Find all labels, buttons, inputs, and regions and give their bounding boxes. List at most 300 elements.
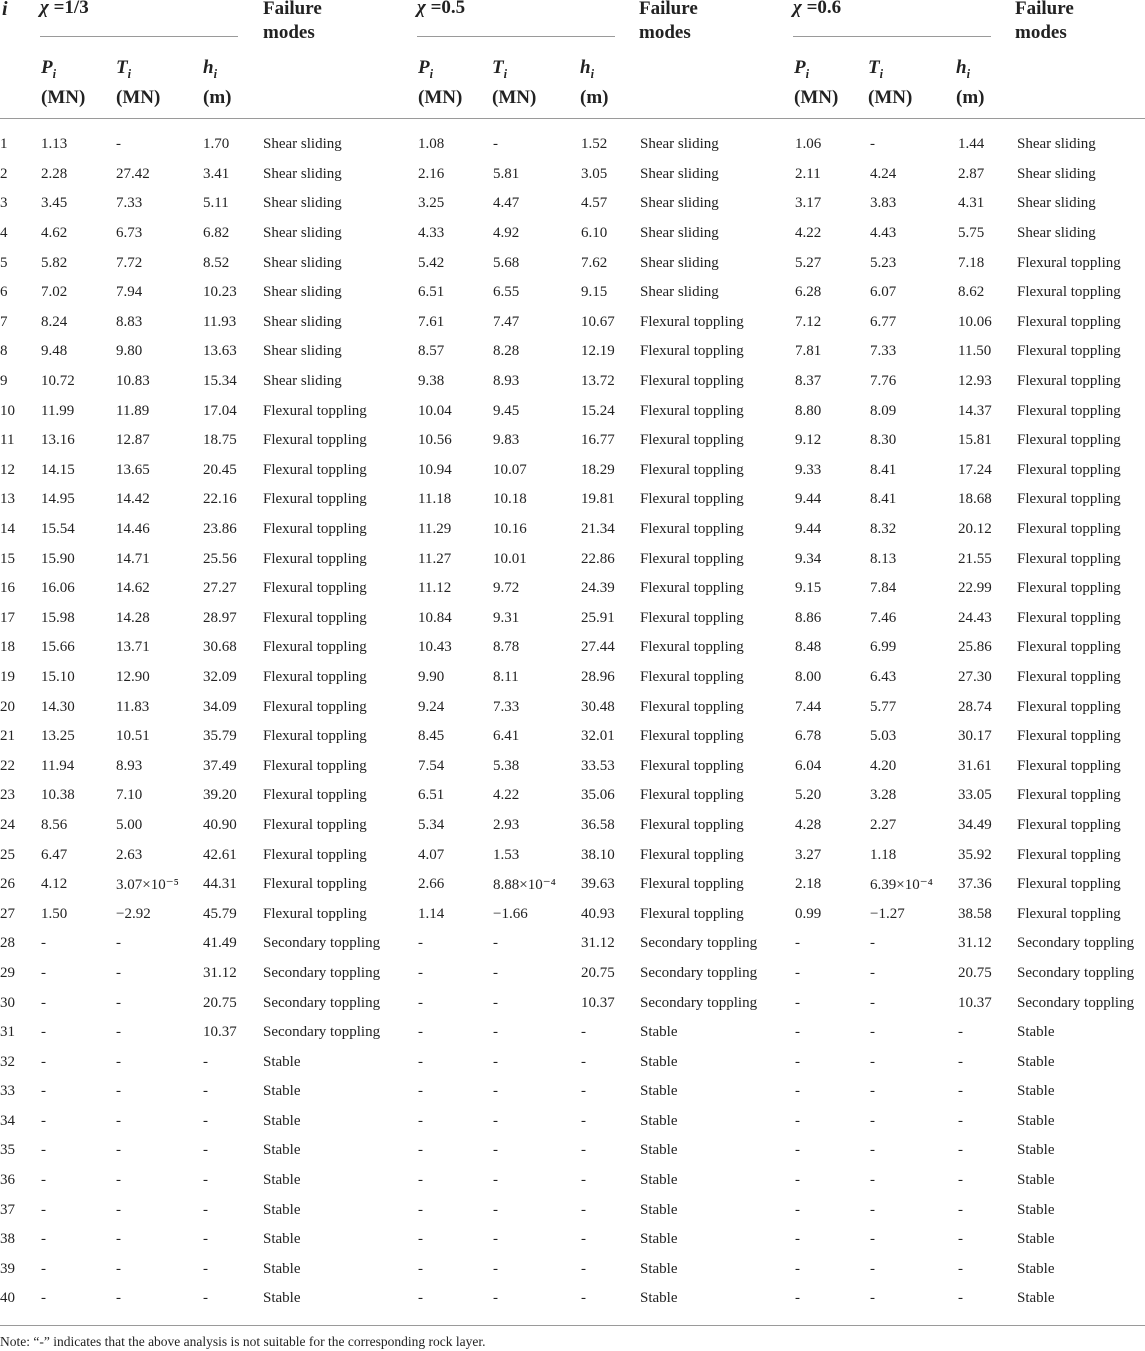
table-cell: 10.51	[116, 728, 150, 745]
table-row	[0, 1166, 1145, 1196]
table-cell: Flexural toppling	[1017, 343, 1121, 360]
table-cell: Secondary toppling	[263, 964, 381, 981]
table-cell: -	[116, 1290, 121, 1307]
table-cell: -	[493, 1260, 498, 1277]
table-row	[0, 426, 1145, 456]
table-cell: 39.20	[203, 787, 237, 804]
table-cell: Secondary toppling	[640, 994, 758, 1011]
table-cell: 4.57	[581, 195, 608, 212]
table-cell: Flexural toppling	[640, 373, 744, 390]
table-cell: 31.61	[958, 757, 992, 774]
table-cell: 25.86	[958, 639, 992, 656]
table-cell: -	[203, 1260, 208, 1277]
table-cell: -	[493, 1201, 498, 1218]
table-cell: Shear sliding	[1017, 225, 1096, 242]
table-cell: Stable	[263, 1231, 301, 1248]
table-cell: 11.83	[116, 698, 150, 715]
table-cell: Stable	[263, 1201, 301, 1218]
table-cell: 7.54	[418, 757, 445, 774]
table-cell: Shear sliding	[263, 343, 342, 360]
table-cell: Stable	[640, 1053, 678, 1070]
table-cell: 7.18	[958, 254, 985, 271]
table-cell: 5.82	[41, 254, 68, 271]
table-cell: Flexural toppling	[1017, 816, 1121, 833]
table-cell: Secondary toppling	[640, 964, 758, 981]
row-index-cell: 13	[0, 491, 15, 508]
table-cell: 34.49	[958, 816, 992, 833]
row-index-cell: 4	[0, 225, 8, 242]
table-cell: Flexural toppling	[263, 402, 367, 419]
table-cell: -	[203, 1083, 208, 1100]
table-cell: Shear sliding	[263, 313, 342, 330]
table-cell: -	[418, 964, 423, 981]
table-cell: -	[493, 994, 498, 1011]
table-cell: Shear sliding	[263, 284, 342, 301]
row-index-cell: 17	[0, 609, 15, 626]
table-cell: 7.61	[418, 313, 445, 330]
table-row	[0, 189, 1145, 219]
table-cell: Stable	[263, 1142, 301, 1159]
table-cell: 8.62	[958, 284, 985, 301]
table-cell: 15.24	[581, 402, 615, 419]
row-index-cell: 25	[0, 846, 15, 863]
table-cell: -	[958, 1053, 963, 1070]
table-cell: 3.25	[418, 195, 445, 212]
table-cell: 4.20	[870, 757, 897, 774]
table-cell: 14.42	[116, 491, 150, 508]
results-table	[0, 130, 1145, 1314]
table-cell: 5.42	[418, 254, 445, 271]
table-cell: 8.80	[795, 402, 822, 419]
table-cell: -	[418, 994, 423, 1011]
table-cell: 12.93	[958, 373, 992, 390]
table-cell: 2.18	[795, 876, 822, 893]
table-cell: 8.88×10⁻⁴	[493, 877, 556, 894]
table-cell: -	[581, 1260, 586, 1277]
table-row	[0, 278, 1145, 308]
header-rule	[0, 118, 1145, 119]
table-cell: 35.06	[581, 787, 615, 804]
table-cell: 6.82	[203, 225, 230, 242]
table-cell: 5.75	[958, 225, 985, 242]
table-cell: -	[418, 1231, 423, 1248]
table-cell: 10.94	[418, 461, 452, 478]
col-header-h: $h_i$ (m)	[956, 57, 985, 108]
table-row	[0, 337, 1145, 367]
table-cell: 6.99	[870, 639, 897, 656]
table-cell: Stable	[640, 1260, 678, 1277]
table-cell: 9.48	[41, 343, 68, 360]
table-cell: Flexural toppling	[640, 461, 744, 478]
table-row	[0, 959, 1145, 989]
table-cell: 9.33	[795, 461, 822, 478]
table-cell: Stable	[640, 1172, 678, 1189]
table-row	[0, 1284, 1145, 1314]
table-cell: Shear sliding	[640, 136, 719, 153]
table-cell: 25.91	[581, 609, 615, 626]
table-cell: Shear sliding	[1017, 165, 1096, 182]
table-cell: 1.08	[418, 136, 445, 153]
table-cell: 10.43	[418, 639, 452, 656]
table-cell: -	[870, 1201, 875, 1218]
table-cell: -	[870, 935, 875, 952]
table-cell: -	[493, 935, 498, 952]
table-cell: 8.56	[41, 816, 68, 833]
row-index-cell: 38	[0, 1231, 15, 1248]
table-cell: Flexural toppling	[640, 491, 744, 508]
table-cell: 1.06	[795, 136, 822, 153]
table-cell: 28.97	[203, 609, 237, 626]
table-cell: Shear sliding	[263, 136, 342, 153]
table-cell: Flexural toppling	[640, 757, 744, 774]
table-cell: Flexural toppling	[1017, 491, 1121, 508]
table-cell: 4.22	[795, 225, 822, 242]
table-cell: 27.27	[203, 580, 237, 597]
table-cell: 3.27	[795, 846, 822, 863]
table-cell: Shear sliding	[640, 284, 719, 301]
table-cell: 4.22	[493, 787, 520, 804]
table-cell: 8.52	[203, 254, 230, 271]
table-cell: -	[493, 136, 498, 153]
table-cell: 9.15	[795, 580, 822, 597]
table-cell: Flexural toppling	[1017, 905, 1121, 922]
table-row	[0, 929, 1145, 959]
table-cell: Stable	[1017, 1290, 1055, 1307]
table-cell: 13.65	[116, 461, 150, 478]
table-cell: -	[41, 994, 46, 1011]
table-cell: -	[493, 1290, 498, 1307]
table-cell: -	[795, 1172, 800, 1189]
table-cell: 6.07	[870, 284, 897, 301]
table-cell: 8.41	[870, 461, 897, 478]
table-cell: 5.81	[493, 165, 520, 182]
row-index-cell: 5	[0, 254, 8, 271]
table-cell: Stable	[1017, 1201, 1055, 1218]
table-cell: Shear sliding	[263, 225, 342, 242]
table-row	[0, 456, 1145, 486]
table-cell: 7.12	[795, 313, 822, 330]
table-cell: -	[493, 1231, 498, 1248]
table-cell: Flexural toppling	[640, 816, 744, 833]
table-cell: Flexural toppling	[1017, 787, 1121, 804]
table-cell: 16.77	[581, 432, 615, 449]
table-cell: -	[203, 1172, 208, 1189]
table-cell: 2.66	[418, 876, 445, 893]
table-cell: 7.46	[870, 609, 897, 626]
table-row	[0, 1107, 1145, 1137]
table-cell: Flexural toppling	[263, 846, 367, 863]
row-index-cell: 31	[0, 1024, 15, 1041]
table-cell: 40.93	[581, 905, 615, 922]
table-cell: 9.12	[795, 432, 822, 449]
table-cell: 7.62	[581, 254, 608, 271]
failure-modes-header: Failure modes	[1015, 0, 1074, 43]
table-cell: 27.30	[958, 668, 992, 685]
table-cell: Shear sliding	[640, 195, 719, 212]
col-header-p: $P_i$ (MN)	[418, 57, 463, 108]
table-cell: 12.90	[116, 668, 150, 685]
table-cell: -	[41, 1112, 46, 1129]
table-cell: -	[958, 1201, 963, 1218]
table-cell: -	[581, 1172, 586, 1189]
row-index-cell: 20	[0, 698, 15, 715]
table-cell: 3.45	[41, 195, 68, 212]
table-cell: 37.49	[203, 757, 237, 774]
table-cell: 15.54	[41, 521, 75, 538]
table-row	[0, 544, 1145, 574]
table-cell: 7.76	[870, 373, 897, 390]
table-cell: Secondary toppling	[640, 935, 758, 952]
row-index-cell: 15	[0, 550, 15, 567]
table-cell: -	[581, 1231, 586, 1248]
table-cell: 24.43	[958, 609, 992, 626]
table-cell: -	[41, 1260, 46, 1277]
table-cell: Flexural toppling	[1017, 313, 1121, 330]
table-cell: Shear sliding	[640, 254, 719, 271]
table-cell: -	[870, 1053, 875, 1070]
table-cell: 8.30	[870, 432, 897, 449]
table-cell: -	[958, 1024, 963, 1041]
table-cell: Flexural toppling	[263, 609, 367, 626]
table-cell: Flexural toppling	[640, 432, 744, 449]
table-cell: 9.80	[116, 343, 143, 360]
table-cell: -	[870, 1142, 875, 1159]
row-index-cell: 27	[0, 905, 15, 922]
table-cell: 31.12	[958, 935, 992, 952]
table-cell: 18.68	[958, 491, 992, 508]
table-cell: 33.53	[581, 757, 615, 774]
table-cell: 11.93	[203, 313, 237, 330]
table-cell: Flexural toppling	[1017, 432, 1121, 449]
table-cell: -	[418, 935, 423, 952]
row-index-cell: 22	[0, 757, 15, 774]
table-cell: 14.28	[116, 609, 150, 626]
table-cell: Secondary toppling	[1017, 935, 1135, 952]
table-cell: 13.63	[203, 343, 237, 360]
table-cell: Shear sliding	[263, 195, 342, 212]
table-cell: 8.48	[795, 639, 822, 656]
table-cell: -	[581, 1112, 586, 1129]
table-cell: -	[870, 1260, 875, 1277]
table-cell: 13.72	[581, 373, 615, 390]
table-cell: -	[116, 1083, 121, 1100]
table-cell: -	[116, 935, 121, 952]
table-row	[0, 308, 1145, 338]
table-cell: -	[418, 1112, 423, 1129]
row-index-cell: 24	[0, 816, 15, 833]
table-cell: Flexural toppling	[640, 639, 744, 656]
table-cell: 11.18	[418, 491, 452, 508]
table-row	[0, 781, 1145, 811]
table-cell: 11.27	[418, 550, 452, 567]
table-cell: Secondary toppling	[263, 994, 381, 1011]
failure-modes-header: Failure modes	[639, 0, 698, 43]
table-cell: 4.33	[418, 225, 445, 242]
table-cell: 1.14	[418, 905, 445, 922]
table-cell: 1.70	[203, 136, 230, 153]
col-header-p: $P_i$ (MN)	[794, 57, 839, 108]
table-cell: -	[41, 1083, 46, 1100]
table-cell: Stable	[1017, 1172, 1055, 1189]
table-cell: 13.16	[41, 432, 75, 449]
table-cell: 25.56	[203, 550, 237, 567]
table-row	[0, 130, 1145, 160]
table-cell: 10.01	[493, 550, 527, 567]
table-cell: 7.72	[116, 254, 143, 271]
table-cell: Shear sliding	[263, 165, 342, 182]
table-cell: -	[116, 1231, 121, 1248]
col-header-p: $P_i$ (MN)	[41, 57, 86, 108]
table-cell: 5.77	[870, 698, 897, 715]
table-cell: Flexural toppling	[640, 698, 744, 715]
table-cell: 10.37	[581, 994, 615, 1011]
table-cell: 38.58	[958, 905, 992, 922]
table-cell: 9.90	[418, 668, 445, 685]
table-cell: Secondary toppling	[263, 1024, 381, 1041]
table-cell: -	[116, 1112, 121, 1129]
row-index-cell: 32	[0, 1053, 15, 1070]
table-cell: Stable	[1017, 1231, 1055, 1248]
table-cell: 7.33	[116, 195, 143, 212]
table-cell: 4.92	[493, 225, 520, 242]
table-cell: 4.07	[418, 846, 445, 863]
table-cell: -	[795, 1201, 800, 1218]
table-cell: 5.00	[116, 816, 143, 833]
table-cell: -	[795, 1231, 800, 1248]
table-cell: 5.03	[870, 728, 897, 745]
table-cell: 7.10	[116, 787, 143, 804]
table-cell: -	[41, 935, 46, 952]
table-cell: Flexural toppling	[263, 521, 367, 538]
table-cell: 15.10	[41, 668, 75, 685]
table-cell: Flexural toppling	[263, 580, 367, 597]
table-cell: Flexural toppling	[640, 402, 744, 419]
table-cell: -	[493, 1142, 498, 1159]
table-cell: 12.19	[581, 343, 615, 360]
row-index-cell: 35	[0, 1142, 15, 1159]
table-cell: Flexural toppling	[263, 876, 367, 893]
table-cell: -	[795, 935, 800, 952]
table-cell: Flexural toppling	[1017, 373, 1121, 390]
table-cell: -	[41, 1142, 46, 1159]
table-cell: Stable	[640, 1290, 678, 1307]
table-cell: 35.79	[203, 728, 237, 745]
row-index-cell: 14	[0, 521, 15, 538]
table-row	[0, 1077, 1145, 1107]
table-cell: 3.17	[795, 195, 822, 212]
table-cell: -	[958, 1172, 963, 1189]
table-row	[0, 899, 1145, 929]
table-cell: −1.27	[870, 905, 905, 922]
footer-rule	[0, 1325, 1145, 1326]
row-index-cell: 30	[0, 994, 15, 1011]
table-cell: 28.96	[581, 668, 615, 685]
table-cell: 10.37	[958, 994, 992, 1011]
table-row	[0, 219, 1145, 249]
table-cell: -	[418, 1260, 423, 1277]
table-cell: -	[41, 1172, 46, 1189]
table-cell: 9.44	[795, 521, 822, 538]
table-cell: 8.24	[41, 313, 68, 330]
row-index-cell: 7	[0, 313, 8, 330]
table-cell: 5.20	[795, 787, 822, 804]
table-cell: -	[795, 964, 800, 981]
table-cell: Stable	[1017, 1260, 1055, 1277]
table-cell: 10.04	[418, 402, 452, 419]
row-index-cell: 19	[0, 668, 15, 685]
row-index-cell: 34	[0, 1112, 15, 1129]
row-index-cell: 28	[0, 935, 15, 952]
table-cell: Flexural toppling	[263, 816, 367, 833]
table-cell: -	[581, 1024, 586, 1041]
table-cell: -	[581, 1201, 586, 1218]
table-cell: 7.02	[41, 284, 68, 301]
table-cell: -	[795, 994, 800, 1011]
col-header-h: $h_i$ (m)	[203, 57, 232, 108]
table-cell: 3.28	[870, 787, 897, 804]
table-cell: 3.05	[581, 165, 608, 182]
table-cell: 14.95	[41, 491, 75, 508]
table-cell: Flexural toppling	[263, 905, 367, 922]
table-cell: 33.05	[958, 787, 992, 804]
table-cell: 34.09	[203, 698, 237, 715]
table-cell: 2.87	[958, 165, 985, 182]
table-cell: -	[418, 1172, 423, 1189]
row-index-cell: 26	[0, 876, 15, 893]
table-cell: 20.45	[203, 461, 237, 478]
table-cell: -	[116, 1142, 121, 1159]
table-cell: -	[581, 1083, 586, 1100]
col-header-t: $T_i$ (MN)	[116, 57, 161, 108]
table-cell: 8.32	[870, 521, 897, 538]
table-cell: -	[116, 136, 121, 153]
table-cell: Flexural toppling	[1017, 757, 1121, 774]
table-cell: Stable	[640, 1231, 678, 1248]
table-cell: 7.47	[493, 313, 520, 330]
table-cell: Shear sliding	[640, 165, 719, 182]
table-cell: 9.44	[795, 491, 822, 508]
table-cell: 21.55	[958, 550, 992, 567]
table-cell: 6.51	[418, 787, 445, 804]
table-cell: 6.77	[870, 313, 897, 330]
group-underline	[40, 36, 238, 37]
table-cell: -	[870, 1024, 875, 1041]
table-cell: Flexural toppling	[640, 521, 744, 538]
table-cell: -	[41, 1024, 46, 1041]
table-cell: 6.78	[795, 728, 822, 745]
table-cell: -	[41, 1053, 46, 1070]
table-cell: Secondary toppling	[1017, 964, 1135, 981]
table-cell: 7.33	[870, 343, 897, 360]
table-row	[0, 1018, 1145, 1048]
table-cell: -	[493, 964, 498, 981]
table-cell: Flexural toppling	[1017, 580, 1121, 597]
table-cell: Flexural toppling	[263, 787, 367, 804]
table-cell: 5.34	[418, 816, 445, 833]
table-cell: Flexural toppling	[1017, 876, 1121, 893]
table-cell: 8.83	[116, 313, 143, 330]
table-cell: Stable	[263, 1112, 301, 1129]
table-cell: -	[418, 1290, 423, 1307]
table-cell: -	[203, 1053, 208, 1070]
table-cell: Flexural toppling	[263, 432, 367, 449]
table-cell: 6.04	[795, 757, 822, 774]
table-cell: 5.11	[203, 195, 229, 212]
table-cell: -	[116, 1053, 121, 1070]
table-cell: Flexural toppling	[1017, 668, 1121, 685]
table-cell: -	[795, 1290, 800, 1307]
group-underline	[417, 36, 615, 37]
